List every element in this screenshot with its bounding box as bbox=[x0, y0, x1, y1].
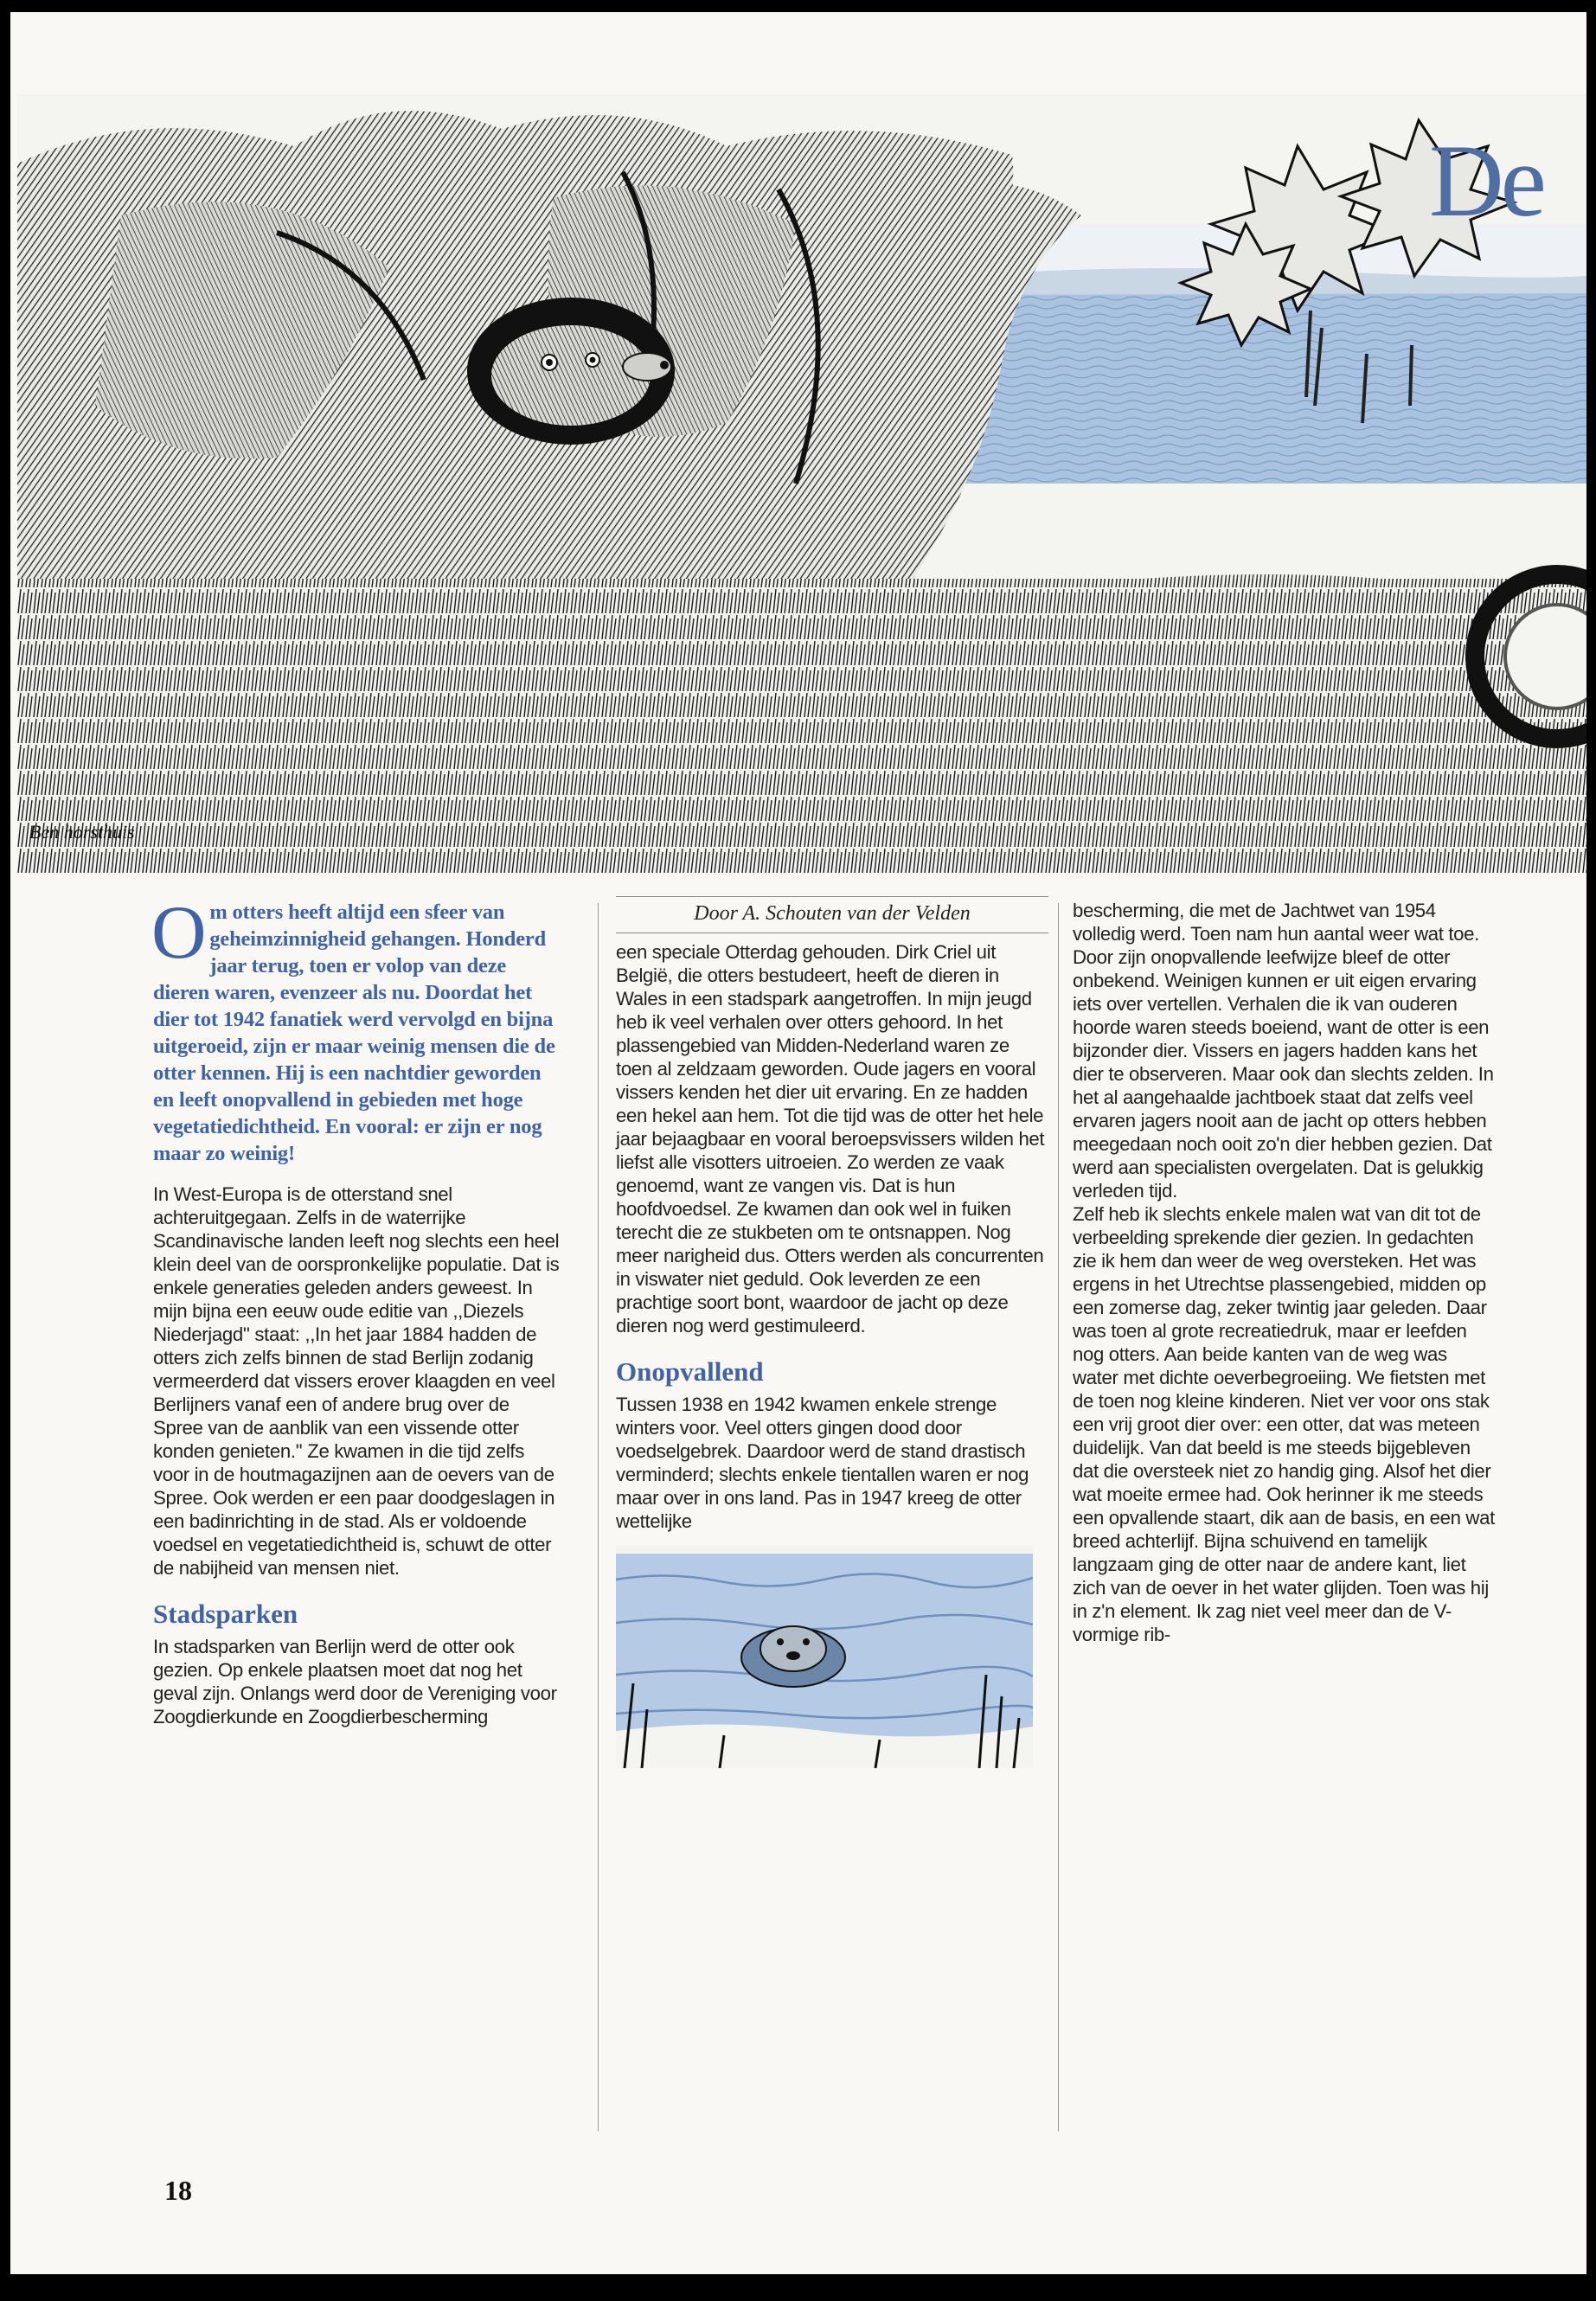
body-paragraph: bescherming, die met de Jachtwet van 1954 volledig werd. Toen nam hun aantal weer wat toe. bbox=[1073, 900, 1479, 945]
subheading-stadsparken: Stadsparken bbox=[153, 1599, 298, 1629]
column-divider bbox=[598, 903, 599, 2131]
body-paragraph: Zelf heb ik slechts enkele malen wat van dit tot de verbeelding sprekende dier gezien. In gedachten zie ik hem dan weer de weg oversteken. Het was ergens in het Utrechtse plassengebied, midden op een zomerse dag, zeker twintig jaar geleden. Daar was toen al grote recreatiedruk, maar er leefden nog otters. Aan beide kanten van de weg was water met dichte oeverbegroeiing. We fietsten met de toen nog kleine kinderen. Niet ver voor ons stak een vrij groot dier over: een otter, dat was meteen duidelijk. Van dat beeld is me steeds bijgebleven dat die oversteek niet zo handig ging. Alsof het dier wat moeite ermee had. Ook herinner ik me steeds een opvallende staart, dik aan de basis, en een wat breed achterlijf. Bijna schuivend en tamelijk langzaam ging de otter naar de andere kant, liet zich van de oever in het water glijden. Toen was hij in z'n element. Ik zag niet veel meer dan de V-vormige rib- bbox=[1073, 1203, 1495, 1645]
column-divider bbox=[1058, 903, 1059, 2131]
column-3 bbox=[1073, 899, 1497, 1646]
drop-cap: O bbox=[151, 891, 207, 975]
illustrator-signature: Ben horsthuis bbox=[29, 821, 135, 843]
body-paragraph: In West-Europa is de otterstand snel achteruitgegaan. Zelfs in de waterrijke Scandinavische landen leeft nog slechts een heel klein deel van de oorspronkelijke populatie. Dat is enkele generaties geleden anders geweest. In mijn bijna een eeuw oude editie van ,,Diezels Niederjagd'' staat: ,,In het jaar 1884 hadden de otters zich zelfs binnen de stad Berlijn zodanig vermeerderd dat vissers erover klaagden en veel Berlijners vanaf een of andere brug over de Spree van de aanblik van een vissende otter konden genieten.'' Ze kwamen in die tijd zelfs voor in de houtmagazijnen aan de oevers van de Spree. Ook werden er een paar doodgeslagen in een badinrichting in de stad. Als er voldoende voedsel en vegetatiedichtheid is, schuwt de otter de nabijheid van mensen niet. bbox=[153, 1183, 560, 1579]
body-paragraph: Door zijn onopvallende leefwijze bleef de otter onbekend. Weinigen kunnen er uit eigen ervaring iets over vertellen. Verhalen die ik van ouderen hoorde waren steeds boeiend, want de otter is een bijzonder dier. Vissers en jagers hadden kans het dier te observeren. Maar ook dan slechts zelden. In het al aangehaalde jachtboek staat dat zelfs veel ervaren jagers nooit aan de jacht op otters hebben meegedaan noch ooit zo'n dier hebben gezien. Dat werd aan specialisten overgelaten. Dat is gelukkig verleden tijd. bbox=[1073, 946, 1494, 1202]
body-paragraph: Tussen 1938 en 1942 kwamen enkele strenge winters voor. Veel otters gingen dood door voedselgebrek. Daardoor werd de stand drastisch verminderd; slechts enkele tientallen waren er nog maar over in ons land. Pas in 1947 kreeg de otter wettelijke bbox=[616, 1394, 1029, 1532]
body-paragraph: In stadsparken van Berlijn werd de otter ook gezien. Op enkele plaatsen moet dat nog het geval zijn. Onlangs werd door de Vereniging voor Zoogdierkunde en Zoogdierbescherming bbox=[153, 1636, 557, 1727]
column-2 bbox=[616, 899, 1048, 1772]
page-number: 18 bbox=[164, 2175, 192, 2206]
swimming-otter-illustration bbox=[616, 1545, 1033, 1768]
otter-illustration bbox=[17, 94, 1586, 873]
water-area bbox=[934, 293, 1586, 484]
intro-text: m otters heeft altijd een sfeer van geheimzinnigheid gehangen. Honderd jaar terug, toen er volop van deze dieren waren, evenzeer als nu. Doordat het dier tot 1942 fanatiek werd vervolgd en bijna uitgeroeid, zijn er maar weinig mensen die de otter kennen. Hij is een nachtdier geworden en leeft onopvallend in gebieden met hoge vegetatiedichtheid. En vooral: er zijn er nog maar zo weinig! bbox=[153, 901, 555, 1165]
intro-paragraph bbox=[151, 891, 560, 1167]
byline: Door A. Schouten van der Velden bbox=[616, 896, 1048, 933]
article-title-fragment: De bbox=[1429, 123, 1543, 238]
page-sheet bbox=[10, 12, 1586, 2274]
body-paragraph: een speciale Otterdag gehouden. Dirk Criel uit België, die otters bestudeert, heeft de dieren in Wales in een stadspark aangetroffen. In mijn jeugd heb ik veel verhalen over otters gehoord. In het plassengebied van Midden-Nederland waren ze toen al zeldzaam geworden. Oude jagers en vooral vissers kenden het dier uit ervaring. En ze hadden een hekel aan hem. Tot die tijd was de otter het hele jaar bejaagbaar en vooral beroepsvissers wilden het liefst alle visotters uitroeien. Zo werden ze vaak genoemd, want ze vangen vis. Dat is hun hoofdvoedsel. Ze kwamen dan ook wel in fuiken terecht die ze stukbeten om te ontsnappen. Nog meer narigheid dus. Otters werden als concurrenten in viswater niet geduld. Ook leverden ze een prachtige soort bont, waardoor de jacht op deze dieren nog werd gestimuleerd. bbox=[616, 941, 1045, 1336]
subheading-onopvallend: Onopvallend bbox=[616, 1356, 764, 1387]
column-1 bbox=[151, 891, 560, 1728]
